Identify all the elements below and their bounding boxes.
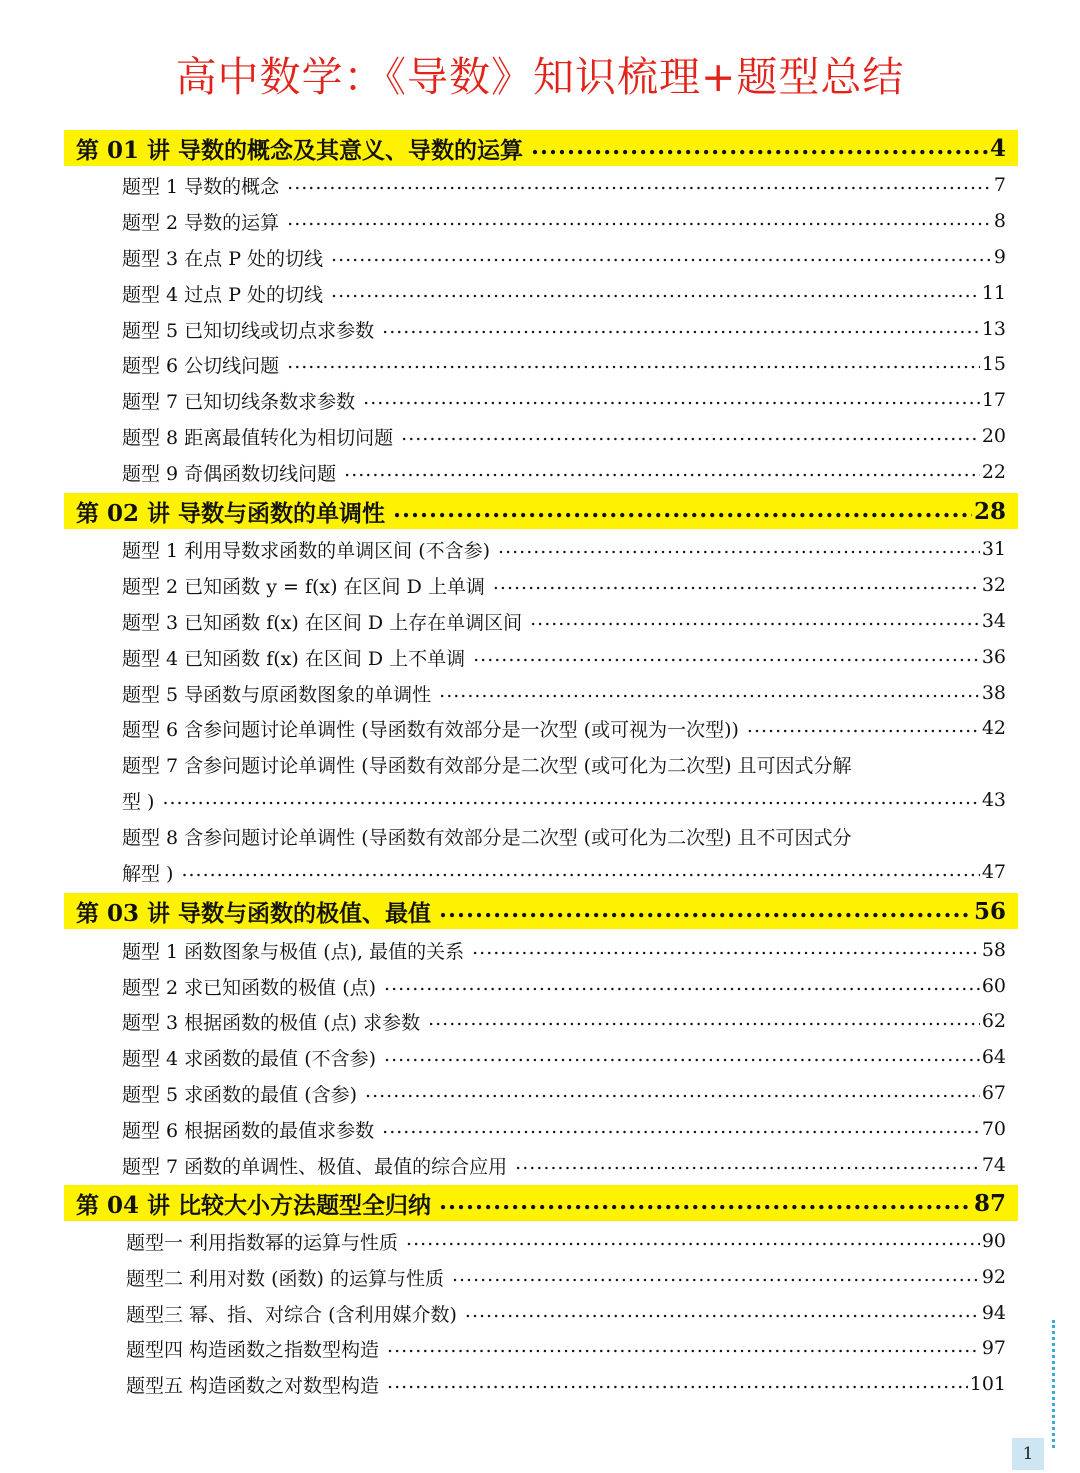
- item-label: 题型 9 奇偶函数切线问题: [122, 462, 337, 485]
- chapter-03-link[interactable]: [64, 893, 1018, 929]
- page-number: 22: [981, 461, 1006, 483]
- item-label: 题型 3 根据函数的极值 (点) 求参数: [122, 1011, 421, 1034]
- item-label: 题型一 利用指数幂的运算与性质: [126, 1231, 399, 1254]
- item-label: 题型 5 导函数与原函数图象的单调性: [122, 683, 432, 706]
- dot-leader: [331, 246, 992, 265]
- item-label: 题型 7 含参问题讨论单调性 (导函数有效部分是二次型 (或可化为二次型) 且可因式分解: [122, 754, 852, 777]
- page-number: 92: [981, 1266, 1006, 1288]
- dot-leader: [465, 1302, 980, 1321]
- toc-item[interactable]: [126, 1298, 1006, 1328]
- item-label: 解型 ): [122, 862, 174, 885]
- item-label: 题型 1 利用导数求函数的单调区间 (不含参): [122, 539, 491, 562]
- toc-item[interactable]: [126, 1262, 1006, 1292]
- toc-item[interactable]: [122, 1042, 1006, 1072]
- toc-item[interactable]: [122, 242, 1006, 272]
- item-label: 题型 8 含参问题讨论单调性 (导函数有效部分是二次型 (或可化为二次型) 且不可因式分: [122, 826, 852, 849]
- toc-item[interactable]: [122, 642, 1006, 672]
- toc-item-line1[interactable]: [122, 749, 1006, 779]
- page-number: 67: [981, 1082, 1006, 1104]
- toc-item[interactable]: [122, 457, 1006, 487]
- page-number: 36: [981, 646, 1006, 668]
- item-label: 题型 2 求已知函数的极值 (点): [122, 976, 377, 999]
- page-number: 7: [993, 174, 1006, 196]
- dot-leader: [473, 646, 980, 665]
- item-label: 题型四 构造函数之指数型构造: [126, 1338, 380, 1361]
- item-label: 题型 1 导数的概念: [122, 175, 280, 198]
- page-number: 15: [981, 353, 1006, 375]
- dot-leader: [365, 1082, 980, 1101]
- page-number: 58: [981, 939, 1006, 961]
- dot-leader: [401, 425, 980, 444]
- dot-leader: [439, 682, 980, 701]
- dot-leader: [382, 318, 980, 337]
- page-number: 38: [981, 682, 1006, 704]
- page-number: 31: [981, 538, 1006, 560]
- item-label: 题型 8 距离最值转化为相切问题: [122, 426, 394, 449]
- page-number: 62: [981, 1010, 1006, 1032]
- item-label: 题型 5 求函数的最值 (含参): [122, 1083, 358, 1106]
- dot-leader: [439, 1190, 972, 1213]
- item-label: 题型 7 已知切线条数求参数: [122, 390, 356, 413]
- toc-item[interactable]: [122, 206, 1006, 236]
- page-number: 47: [981, 861, 1006, 883]
- toc-item[interactable]: [122, 1078, 1006, 1108]
- decorative-dotted-line: [1052, 1320, 1059, 1448]
- page-number: 32: [981, 574, 1006, 596]
- page-number: 28: [973, 497, 1006, 525]
- dot-leader: [439, 898, 972, 921]
- dot-leader: [531, 135, 988, 158]
- page-number: 42: [981, 717, 1006, 739]
- page-number: 70: [981, 1118, 1006, 1140]
- item-label: 题型 4 已知函数 f(x) 在区间 D 上不单调: [122, 647, 466, 670]
- item-label: 题型三 幂、指、对综合 (含利用媒介数): [126, 1303, 457, 1326]
- item-label: 题型 4 求函数的最值 (不含参): [122, 1047, 377, 1070]
- toc-item[interactable]: [122, 534, 1006, 564]
- toc-item[interactable]: [122, 678, 1006, 708]
- item-label: 题型 2 导数的运算: [122, 211, 280, 234]
- dot-leader: [515, 1154, 980, 1173]
- dot-leader: [387, 1373, 968, 1392]
- chapter-01-link[interactable]: [64, 130, 1018, 166]
- item-label: 型 ): [122, 790, 155, 813]
- toc-item[interactable]: [122, 1150, 1006, 1180]
- chapter-title: 第 04 讲 比较大小方法题型全归纳: [76, 1191, 432, 1219]
- toc-item[interactable]: [126, 1226, 1006, 1256]
- toc-item[interactable]: [122, 785, 1006, 815]
- toc-item[interactable]: [122, 971, 1006, 1001]
- page-number: 90: [981, 1230, 1006, 1252]
- toc-item[interactable]: [122, 935, 1006, 965]
- item-label: 题型 4 过点 P 处的切线: [122, 283, 324, 306]
- page-number: 97: [981, 1337, 1006, 1359]
- page-number: 34: [981, 610, 1006, 632]
- toc-item[interactable]: [122, 170, 1006, 200]
- item-label: 题型 2 已知函数 y = f(x) 在区间 D 上单调: [122, 575, 485, 598]
- page-title: 高中数学：《导数》知识梳理+题型总结: [175, 53, 905, 101]
- dot-leader: [287, 210, 992, 229]
- dot-leader: [162, 789, 979, 808]
- dot-leader: [287, 174, 992, 193]
- page-number: 20: [981, 425, 1006, 447]
- dot-leader: [382, 1118, 980, 1137]
- page-number-badge: 1: [1012, 1438, 1044, 1470]
- dot-leader: [384, 1046, 980, 1065]
- item-label: 题型 7 函数的单调性、极值、最值的综合应用: [122, 1155, 508, 1178]
- dot-leader: [287, 353, 980, 372]
- dot-leader: [498, 538, 980, 557]
- chapter-02-link[interactable]: [64, 493, 1018, 529]
- dot-leader: [393, 498, 972, 521]
- item-label: 题型五 构造函数之对数型构造: [126, 1374, 380, 1397]
- dot-leader: [472, 939, 980, 958]
- dot-leader: [493, 574, 980, 593]
- page-number: 94: [981, 1302, 1006, 1324]
- dot-leader: [406, 1230, 980, 1249]
- item-label: 题型 3 已知函数 f(x) 在区间 D 上存在单调区间: [122, 611, 523, 634]
- toc-item-line1[interactable]: [122, 821, 1006, 851]
- dot-leader: [530, 610, 980, 629]
- page-number: 13: [981, 318, 1006, 340]
- toc-item[interactable]: [122, 857, 1006, 887]
- page-number: 4: [989, 134, 1006, 162]
- dot-leader: [344, 461, 980, 480]
- page-number: 101: [969, 1373, 1006, 1395]
- toc-item[interactable]: [122, 606, 1006, 636]
- page-number: 8: [993, 210, 1006, 232]
- item-label: 题型 6 根据函数的最值求参数: [122, 1119, 375, 1142]
- toc-item[interactable]: [126, 1369, 1006, 1399]
- dot-leader: [363, 389, 980, 408]
- page-number: 56: [973, 897, 1006, 925]
- chapter-title: 第 03 讲 导数与函数的极值、最值: [76, 899, 432, 927]
- toc-item[interactable]: [122, 1114, 1006, 1144]
- toc-item[interactable]: [122, 570, 1006, 600]
- toc-item[interactable]: [122, 1006, 1006, 1036]
- dot-leader: [387, 1337, 980, 1356]
- toc-item[interactable]: [122, 314, 1006, 344]
- dot-leader: [331, 282, 980, 301]
- item-label: 题型 6 公切线问题: [122, 354, 280, 377]
- dot-leader: [384, 975, 980, 994]
- toc-item[interactable]: [122, 421, 1006, 451]
- toc-item[interactable]: [122, 349, 1006, 379]
- dot-leader: [452, 1266, 980, 1285]
- item-label: 题型二 利用对数 (函数) 的运算与性质: [126, 1267, 444, 1290]
- page-number: 17: [981, 389, 1006, 411]
- page-number: 43: [981, 789, 1006, 811]
- item-label: 题型 6 含参问题讨论单调性 (导函数有效部分是一次型 (或可视为一次型)): [122, 718, 739, 741]
- page-number: 9: [993, 246, 1006, 268]
- chapter-title: 第 02 讲 导数与函数的单调性: [76, 499, 386, 527]
- page-number: 87: [973, 1189, 1006, 1217]
- page-number: 60: [981, 975, 1006, 997]
- item-label: 题型 5 已知切线或切点求参数: [122, 319, 375, 342]
- chapter-title: 第 01 讲 导数的概念及其意义、导数的运算: [76, 136, 524, 164]
- page-number: 74: [981, 1154, 1006, 1176]
- page-number: 11: [981, 282, 1006, 304]
- page-number: 64: [981, 1046, 1006, 1068]
- chapter-04-link[interactable]: [64, 1185, 1018, 1221]
- item-label: 题型 3 在点 P 处的切线: [122, 247, 324, 270]
- toc-item[interactable]: [122, 385, 1006, 415]
- toc-item[interactable]: [126, 1333, 1006, 1363]
- dot-leader: [428, 1010, 980, 1029]
- item-label: 题型 1 函数图象与极值 (点), 最值的关系: [122, 940, 465, 963]
- toc-item[interactable]: [122, 278, 1006, 308]
- dot-leader: [747, 717, 980, 736]
- dot-leader: [181, 861, 979, 880]
- toc-item[interactable]: [122, 713, 1006, 743]
